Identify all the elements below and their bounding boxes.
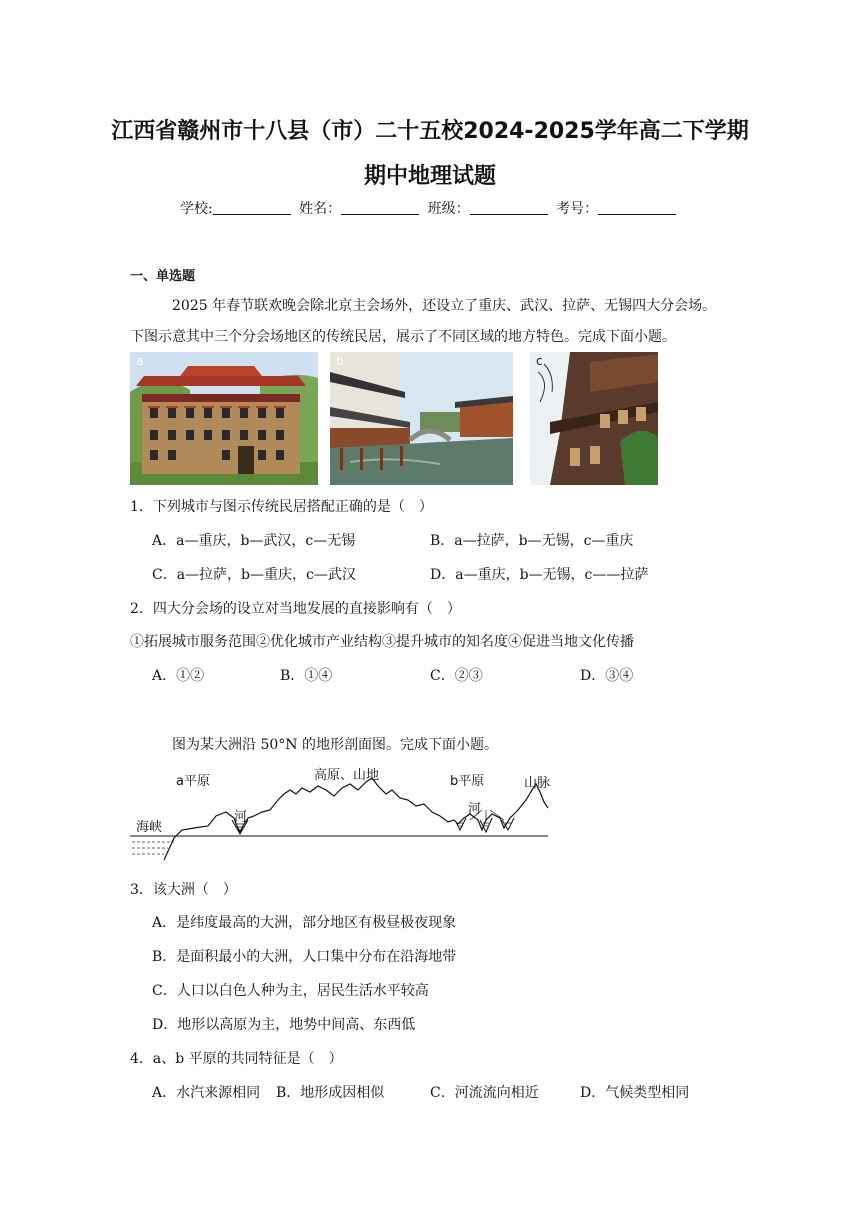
school-field[interactable] xyxy=(180,198,291,218)
photo-c-tag: c xyxy=(536,354,543,368)
q2-option-d[interactable]: D．③④ xyxy=(580,668,634,684)
exam-number-label: 考号： xyxy=(556,201,599,217)
label-river-1: 河 xyxy=(234,810,248,825)
question-2-statements: ①拓展城市服务范围②优化城市产业结构③提升城市的知名度④促进当地文化传播 xyxy=(130,634,634,650)
terrain-profile-diagram xyxy=(130,760,550,865)
exam-number-blank[interactable] xyxy=(598,200,676,215)
label-b-plain: b平原 xyxy=(450,774,485,789)
name-label: 姓名： xyxy=(299,201,342,217)
q4-option-c[interactable]: C．河流流向相近 xyxy=(430,1085,539,1101)
question-1-stem: 1．下列城市与图示传统民居搭配正确的是（ ） xyxy=(130,499,433,515)
question-2-stem: 2．四大分会场的设立对当地发展的直接影响有（ ） xyxy=(130,601,461,617)
document-title-line2: 期中地理试题 xyxy=(363,164,496,189)
section2-intro: 图为某大洲沿 50°N 的地形剖面图。完成下面小题。 xyxy=(172,737,498,753)
q2-option-c[interactable]: C．②③ xyxy=(430,668,483,684)
q1-option-a[interactable]: A．a—重庆，b—武汉，c—无锡 xyxy=(152,533,356,549)
q2-option-a[interactable]: A．①② xyxy=(152,668,205,684)
label-mountains: 山脉 xyxy=(524,776,551,791)
name-blank[interactable] xyxy=(341,200,419,215)
q4-option-d[interactable]: D．气候类型相同 xyxy=(580,1085,690,1101)
class-field[interactable] xyxy=(428,198,548,218)
section1-intro-line1: 2025 年春节联欢晚会除北京主会场外，还设立了重庆、武汉、拉萨、无锡四大分会场。 xyxy=(172,298,717,314)
q3-option-c[interactable]: C．人口以白色人种为主，居民生活水平较高 xyxy=(152,983,429,999)
q3-option-a[interactable]: A．是纬度最高的大洲，部分地区有极昼极夜现象 xyxy=(152,915,457,931)
document-title-line1: 江西省赣州市十八县（市）二十五校2024-2025学年高二下学期 xyxy=(111,119,749,144)
school-blank[interactable] xyxy=(213,200,291,215)
q4-option-b[interactable]: B．地形成因相似 xyxy=(276,1085,385,1101)
class-label: 班级： xyxy=(427,201,470,217)
section1-intro-line2: 下图示意其中三个分会场地区的传统民居，展示了不同区域的地方特色。完成下面小题。 xyxy=(130,329,676,345)
q1-option-b[interactable]: B．a—拉萨，b—无锡，c—重庆 xyxy=(430,533,634,549)
q1-option-d[interactable]: D．a—重庆，b—无锡，c——拉萨 xyxy=(430,567,649,583)
q3-option-d[interactable]: D．地形以高原为主，地势中间高、东西低 xyxy=(152,1017,416,1033)
question-4-stem: 4．a、b 平原的共同特征是（ ） xyxy=(130,1051,343,1067)
q2-option-b[interactable]: B．①④ xyxy=(280,668,333,684)
label-plateau: 高原、山地 xyxy=(314,768,380,783)
label-a-plain: a平原 xyxy=(176,774,210,789)
photo-a-tag: a xyxy=(136,354,144,368)
label-river-2: 河 xyxy=(468,802,482,817)
q4-option-a[interactable]: A．水汽来源相同 xyxy=(152,1085,261,1101)
photo-c-stilt-houses xyxy=(530,352,658,485)
q1-option-c[interactable]: C．a—拉萨，b—重庆，c—武汉 xyxy=(152,567,356,583)
name-field[interactable] xyxy=(299,198,419,218)
school-label: 学校: xyxy=(180,201,213,217)
photo-b-tag: b xyxy=(336,354,344,368)
student-info-row xyxy=(180,198,680,218)
class-blank[interactable] xyxy=(470,200,548,215)
label-strait: 海峡 xyxy=(136,820,163,835)
section-heading-single-choice: 一、单选题 xyxy=(130,269,196,284)
exam-number-field[interactable] xyxy=(556,198,676,218)
photo-a-tibetan-house xyxy=(130,352,318,485)
question-3-stem: 3．该大洲（ ） xyxy=(130,882,237,898)
q3-option-b[interactable]: B．是面积最小的大洲，人口集中分布在沿海地带 xyxy=(152,949,457,965)
photo-b-water-town xyxy=(330,352,513,485)
